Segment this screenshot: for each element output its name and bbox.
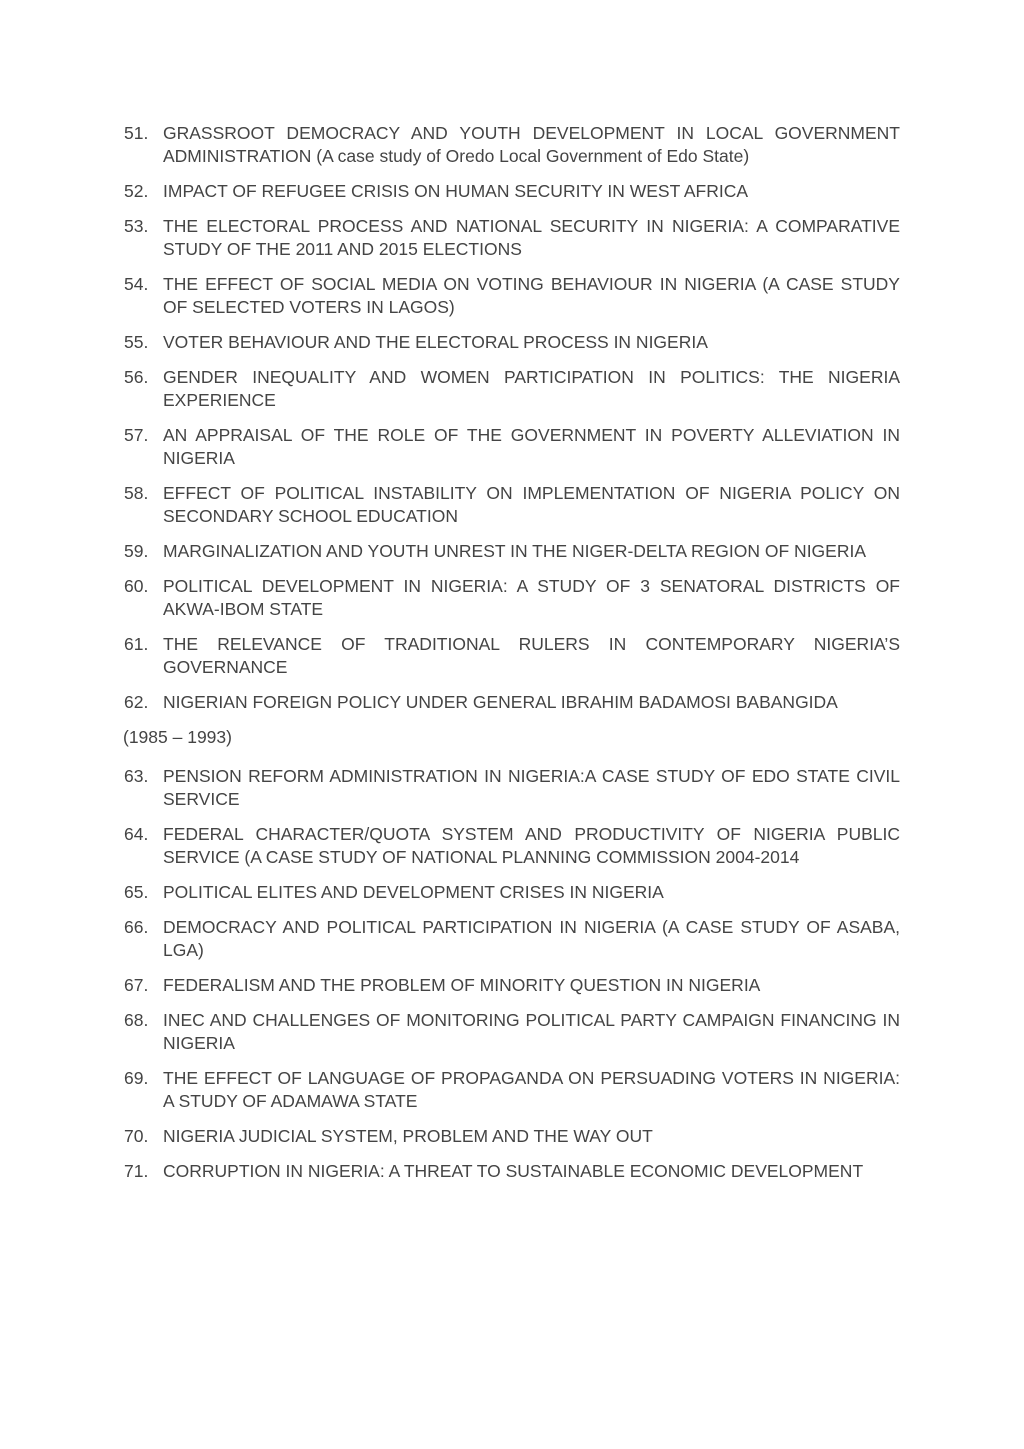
item-text: FEDERAL CHARACTER/QUOTA SYSTEM AND PRODUCTIVITY OF NIGERIA PUBLIC SERVICE (A CASE STUDY OF NATIONAL PLANNING COMMISSION 2004-2014 bbox=[163, 824, 900, 867]
item-number: 56. bbox=[124, 367, 149, 387]
list-item bbox=[124, 823, 900, 869]
item-number: 53. bbox=[124, 216, 149, 236]
item-text: PENSION REFORM ADMINISTRATION IN NIGERIA:A CASE STUDY OF EDO STATE CIVIL SERVICE bbox=[163, 766, 900, 809]
item-number: 62. bbox=[124, 692, 149, 712]
list-item bbox=[124, 366, 900, 412]
item-text: POLITICAL DEVELOPMENT IN NIGERIA: A STUDY OF 3 SENATORAL DISTRICTS OF AKWA-IBOM STATE bbox=[163, 576, 900, 619]
item-text: NIGERIA JUDICIAL SYSTEM, PROBLEM AND THE WAY OUT bbox=[163, 1126, 653, 1146]
list-item bbox=[124, 633, 900, 679]
list-item bbox=[124, 122, 900, 168]
list-item bbox=[124, 215, 900, 261]
list-item bbox=[124, 540, 900, 563]
item-number: 51. bbox=[124, 123, 149, 143]
list-item bbox=[124, 691, 900, 714]
item-number: 71. bbox=[124, 1161, 149, 1181]
list-item bbox=[124, 916, 900, 962]
list-item bbox=[124, 1125, 900, 1148]
item-number: 58. bbox=[124, 483, 149, 503]
item-text: GENDER INEQUALITY AND WOMEN PARTICIPATION IN POLITICS: THE NIGERIA EXPERIENCE bbox=[163, 367, 900, 410]
date-range-note: (1985 – 1993) bbox=[123, 727, 232, 747]
item-text: FEDERALISM AND THE PROBLEM OF MINORITY QUESTION IN NIGERIA bbox=[163, 975, 761, 995]
list-item bbox=[124, 575, 900, 621]
item-text: THE EFFECT OF SOCIAL MEDIA ON VOTING BEHAVIOUR IN NIGERIA (A CASE STUDY OF SELECTED VOTERS IN LAGOS) bbox=[163, 274, 900, 317]
list-item bbox=[124, 482, 900, 528]
item-number: 59. bbox=[124, 541, 149, 561]
item-text: EFFECT OF POLITICAL INSTABILITY ON IMPLEMENTATION OF NIGERIA POLICY ON SECONDARY SCHOOL EDUCATION bbox=[163, 483, 900, 526]
list-item bbox=[124, 273, 900, 319]
list-item bbox=[124, 424, 900, 470]
item-text: THE EFFECT OF LANGUAGE OF PROPAGANDA ON PERSUADING VOTERS IN NIGERIA: A STUDY OF ADAMAWA STATE bbox=[163, 1068, 900, 1111]
item-text: AN APPRAISAL OF THE ROLE OF THE GOVERNMENT IN POVERTY ALLEVIATION IN NIGERIA bbox=[163, 425, 900, 468]
item-text: POLITICAL ELITES AND DEVELOPMENT CRISES IN NIGERIA bbox=[163, 882, 664, 902]
item-text: NIGERIAN FOREIGN POLICY UNDER GENERAL IBRAHIM BADAMOSI BABANGIDA bbox=[163, 692, 838, 712]
item-number: 60. bbox=[124, 576, 149, 596]
item-text: INEC AND CHALLENGES OF MONITORING POLITICAL PARTY CAMPAIGN FINANCING IN NIGERIA bbox=[163, 1010, 900, 1053]
item-number: 67. bbox=[124, 975, 149, 995]
item-text: MARGINALIZATION AND YOUTH UNREST IN THE NIGER-DELTA REGION OF NIGERIA bbox=[163, 541, 867, 561]
item-number: 70. bbox=[124, 1126, 149, 1146]
item-number: 52. bbox=[124, 181, 149, 201]
list-item bbox=[124, 881, 900, 904]
item-number: 64. bbox=[124, 824, 149, 844]
item-number: 68. bbox=[124, 1010, 149, 1030]
item-text: THE ELECTORAL PROCESS AND NATIONAL SECURITY IN NIGERIA: A COMPARATIVE STUDY OF THE 2011 AND 2015 ELECTIONS bbox=[163, 216, 900, 259]
item-number: 54. bbox=[124, 274, 149, 294]
item-text: IMPACT OF REFUGEE CRISIS ON HUMAN SECURITY IN WEST AFRICA bbox=[163, 181, 749, 201]
list-item bbox=[124, 1067, 900, 1113]
item-number: 55. bbox=[124, 332, 149, 352]
item-number: 66. bbox=[124, 917, 149, 937]
item-text: GRASSROOT DEMOCRACY AND YOUTH DEVELOPMENT IN LOCAL GOVERNMENT ADMINISTRATION (A case study of Oredo Local Government of Edo State) bbox=[163, 123, 900, 166]
item-text: THE RELEVANCE OF TRADITIONAL RULERS IN CONTEMPORARY NIGERIA’S GOVERNANCE bbox=[163, 634, 900, 677]
list-item bbox=[124, 331, 900, 354]
list-item bbox=[124, 1009, 900, 1055]
item-text: VOTER BEHAVIOUR AND THE ELECTORAL PROCESS IN NIGERIA bbox=[163, 332, 708, 352]
list-item bbox=[124, 1160, 900, 1183]
item-number: 61. bbox=[124, 634, 149, 654]
list-item bbox=[124, 180, 900, 203]
item-text: CORRUPTION IN NIGERIA: A THREAT TO SUSTAINABLE ECONOMIC DEVELOPMENT bbox=[163, 1161, 864, 1181]
topic-list bbox=[124, 122, 900, 1195]
list-item bbox=[124, 765, 900, 811]
item-text: DEMOCRACY AND POLITICAL PARTICIPATION IN NIGERIA (A CASE STUDY OF ASABA, LGA) bbox=[163, 917, 900, 960]
list-item bbox=[124, 974, 900, 997]
item-number: 65. bbox=[124, 882, 149, 902]
item-number: 63. bbox=[124, 766, 149, 786]
item-number: 69. bbox=[124, 1068, 149, 1088]
item-number: 57. bbox=[124, 425, 149, 445]
